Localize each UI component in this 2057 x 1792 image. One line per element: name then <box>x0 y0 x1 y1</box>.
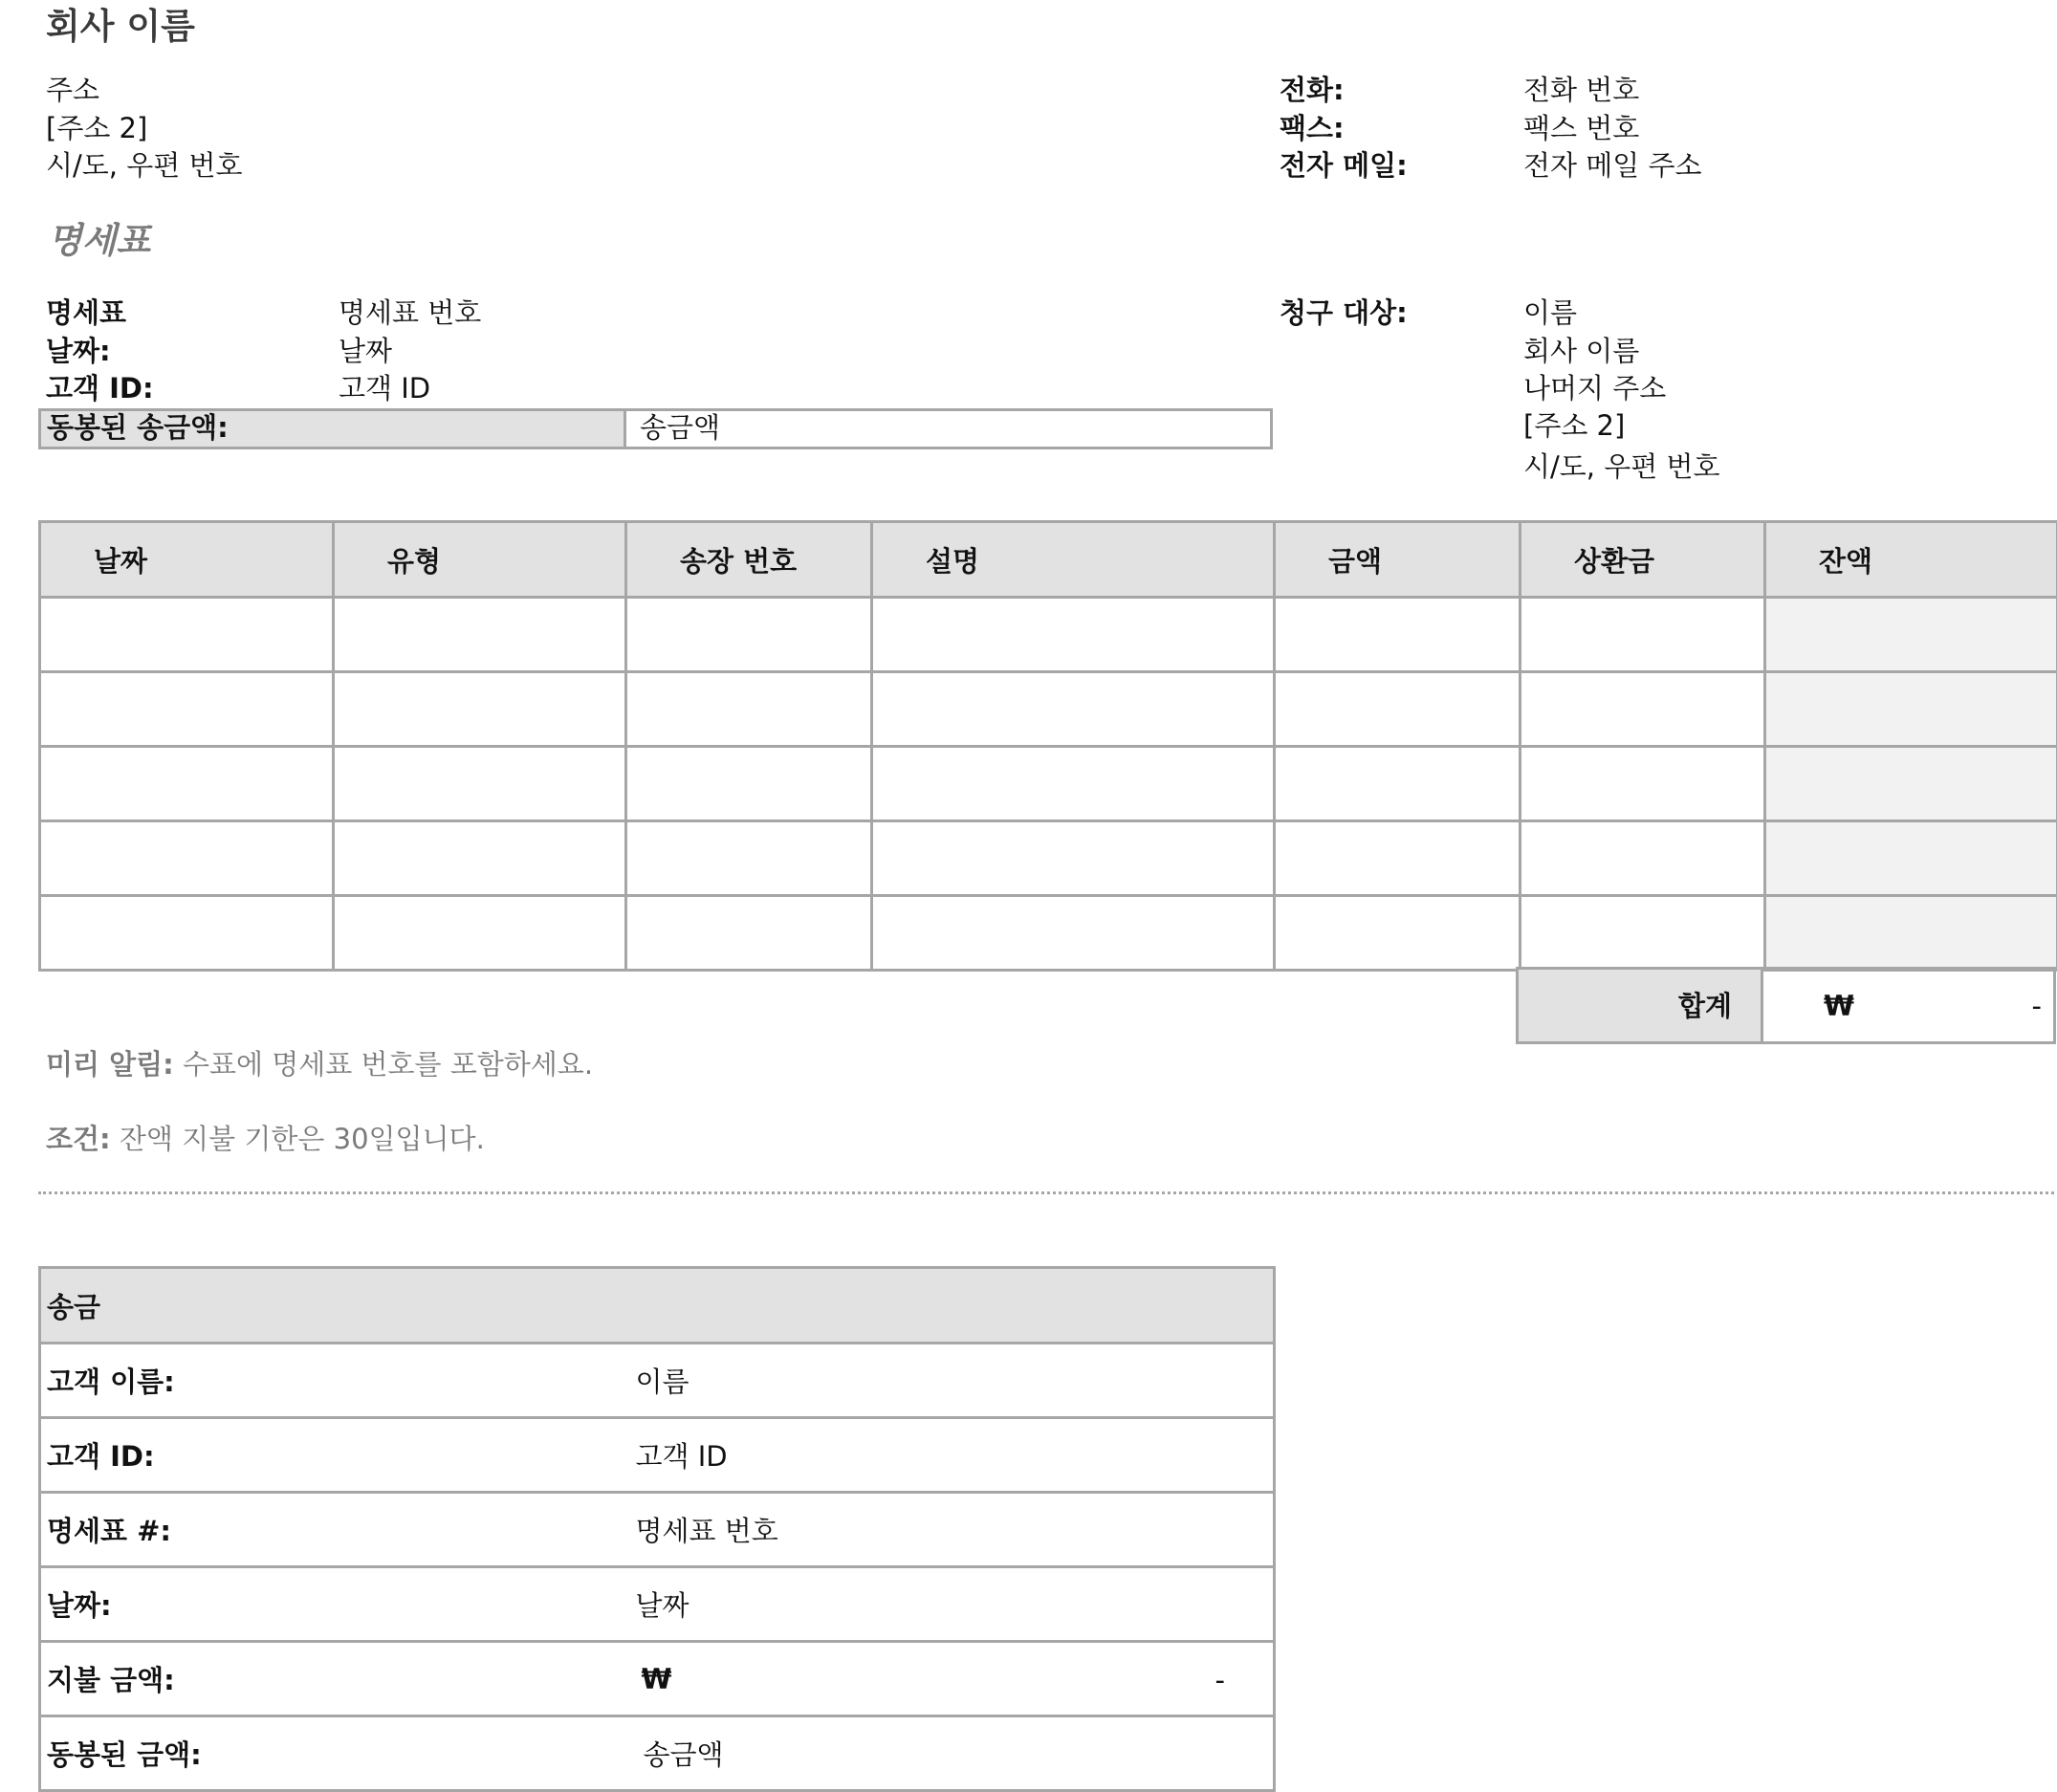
cell-type[interactable] <box>334 896 626 971</box>
cell-amount[interactable] <box>1275 896 1521 971</box>
total-value: - <box>2032 987 2042 1025</box>
remittance-row-enclosed <box>40 1716 1275 1791</box>
email-value: 전자 메일 주소 <box>1523 146 1702 185</box>
cell-balance <box>1765 672 2057 747</box>
cell-payment[interactable] <box>1521 821 1765 896</box>
column-header-invoice-number: 송장 번호 <box>626 522 872 598</box>
table-row <box>40 896 2057 971</box>
remittance-customer-name-value[interactable]: 이름 <box>628 1344 1275 1418</box>
bill-to-line-2: 회사 이름 <box>1523 332 1639 370</box>
statement-number-value: 명세표 번호 <box>339 294 481 332</box>
cell-balance <box>1765 747 2057 821</box>
statement-title: 명세표 <box>48 216 150 266</box>
enclosed-amount-value: 송금액 <box>640 408 720 447</box>
address-line-3: 시/도, 우편 번호 <box>46 146 243 185</box>
terms-label: 조건: <box>46 1123 111 1155</box>
address-line-1: 주소 <box>46 71 99 109</box>
cell-date[interactable] <box>40 672 334 747</box>
column-header-payment: 상환금 <box>1521 522 1765 598</box>
address-line-2: [주소 2] <box>46 109 147 147</box>
cell-date[interactable] <box>40 598 334 672</box>
remittance-amount-due-value: - <box>1215 1664 1225 1696</box>
phone-label: 전화: <box>1280 71 1345 109</box>
terms-note <box>46 1120 485 1158</box>
total-value-cell <box>1761 967 2056 1044</box>
remittance-title: 송금 <box>40 1268 1275 1344</box>
column-header-balance: 잔액 <box>1765 522 2057 598</box>
total-currency: ₩ <box>1824 987 1854 1025</box>
cell-date[interactable] <box>40 821 334 896</box>
phone-value: 전화 번호 <box>1523 71 1639 109</box>
bill-to-line-5: 시/도, 우편 번호 <box>1523 448 1720 486</box>
cell-invoice-number[interactable] <box>626 598 872 672</box>
cell-balance <box>1765 896 2057 971</box>
company-name: 회사 이름 <box>46 2 195 52</box>
column-header-amount: 금액 <box>1275 522 1521 598</box>
bill-to-line-4: [주소 2] <box>1523 406 1625 445</box>
terms-text: 잔액 지불 기한은 30일입니다. <box>120 1123 485 1155</box>
cell-description[interactable] <box>872 598 1275 672</box>
statement-number-label: 명세표 <box>46 294 126 332</box>
customer-id-value: 고객 ID <box>339 369 430 407</box>
remittance-row-statement-no <box>40 1493 1275 1567</box>
remittance-customer-id-value[interactable]: 고객 ID <box>628 1418 1275 1493</box>
reminder-text: 수표에 명세표 번호를 포함하세요. <box>183 1048 593 1081</box>
remittance-row-amount-due <box>40 1642 1275 1716</box>
cell-invoice-number[interactable] <box>626 672 872 747</box>
cell-payment[interactable] <box>1521 896 1765 971</box>
remittance-customer-id-label-cell: 고객 ID: <box>40 1418 628 1493</box>
remittance-header-row <box>40 1268 1275 1344</box>
cell-balance <box>1765 821 2057 896</box>
bill-to-label: 청구 대상: <box>1280 294 1408 332</box>
remittance-enclosed-value[interactable]: 송금액 <box>628 1716 1275 1791</box>
remittance-amount-due-label-cell: 지불 금액: <box>40 1642 628 1716</box>
cell-description[interactable] <box>872 821 1275 896</box>
reminder-note <box>46 1045 593 1083</box>
remittance-amount-due-cell <box>628 1642 1275 1716</box>
cell-invoice-number[interactable] <box>626 821 872 896</box>
reminder-label: 미리 알림: <box>46 1048 174 1081</box>
cell-description[interactable] <box>872 747 1275 821</box>
cell-amount[interactable] <box>1275 747 1521 821</box>
cell-type[interactable] <box>334 747 626 821</box>
bill-to-line-3: 나머지 주소 <box>1523 369 1666 407</box>
table-row <box>40 672 2057 747</box>
column-header-type: 유형 <box>334 522 626 598</box>
remittance-date-value[interactable]: 날짜 <box>628 1567 1275 1642</box>
column-header-description: 설명 <box>872 522 1275 598</box>
remittance-amount-due-currency: ₩ <box>628 1663 672 1695</box>
column-header-date: 날짜 <box>40 522 334 598</box>
bill-to-line-1: 이름 <box>1523 294 1577 332</box>
cell-invoice-number[interactable] <box>626 747 872 821</box>
cell-date[interactable] <box>40 896 334 971</box>
cell-type[interactable] <box>334 672 626 747</box>
cell-amount[interactable] <box>1275 672 1521 747</box>
cell-invoice-number[interactable] <box>626 896 872 971</box>
remittance-table <box>38 1266 1276 1792</box>
total-label-cell <box>1516 967 1763 1044</box>
date-label: 날짜: <box>46 332 111 370</box>
remittance-enclosed-label-cell: 동봉된 금액: <box>40 1716 628 1791</box>
statement-table <box>38 520 2057 972</box>
remittance-statement-no-label-cell: 명세표 #: <box>40 1493 628 1567</box>
remittance-customer-name-label-cell: 고객 이름: <box>40 1344 628 1418</box>
enclosed-amount-label: 동봉된 송금액: <box>47 408 229 447</box>
cell-description[interactable] <box>872 672 1275 747</box>
table-row <box>40 598 2057 672</box>
enclosed-amount-label-cell <box>38 408 626 449</box>
cell-payment[interactable] <box>1521 672 1765 747</box>
fax-value: 팩스 번호 <box>1523 109 1639 147</box>
enclosed-amount-field[interactable] <box>624 408 1273 449</box>
cell-type[interactable] <box>334 821 626 896</box>
remittance-row-customer-name <box>40 1344 1275 1418</box>
table-header-row <box>40 522 2057 598</box>
fax-label: 팩스: <box>1280 109 1345 147</box>
remittance-row-customer-id <box>40 1418 1275 1493</box>
total-label: 합계 <box>1678 987 1732 1025</box>
cell-description[interactable] <box>872 896 1275 971</box>
cell-balance <box>1765 598 2057 672</box>
cell-amount[interactable] <box>1275 598 1521 672</box>
date-value: 날짜 <box>339 332 392 370</box>
cell-date[interactable] <box>40 747 334 821</box>
remittance-row-date <box>40 1567 1275 1642</box>
table-row <box>40 747 2057 821</box>
cell-payment[interactable] <box>1521 598 1765 672</box>
cell-payment[interactable] <box>1521 747 1765 821</box>
cell-amount[interactable] <box>1275 821 1521 896</box>
customer-id-label: 고객 ID: <box>46 369 154 407</box>
cell-type[interactable] <box>334 598 626 672</box>
cut-line <box>38 1191 2054 1194</box>
email-label: 전자 메일: <box>1280 146 1408 185</box>
remittance-statement-no-value[interactable]: 명세표 번호 <box>628 1493 1275 1567</box>
remittance-date-label-cell: 날짜: <box>40 1567 628 1642</box>
table-row <box>40 821 2057 896</box>
